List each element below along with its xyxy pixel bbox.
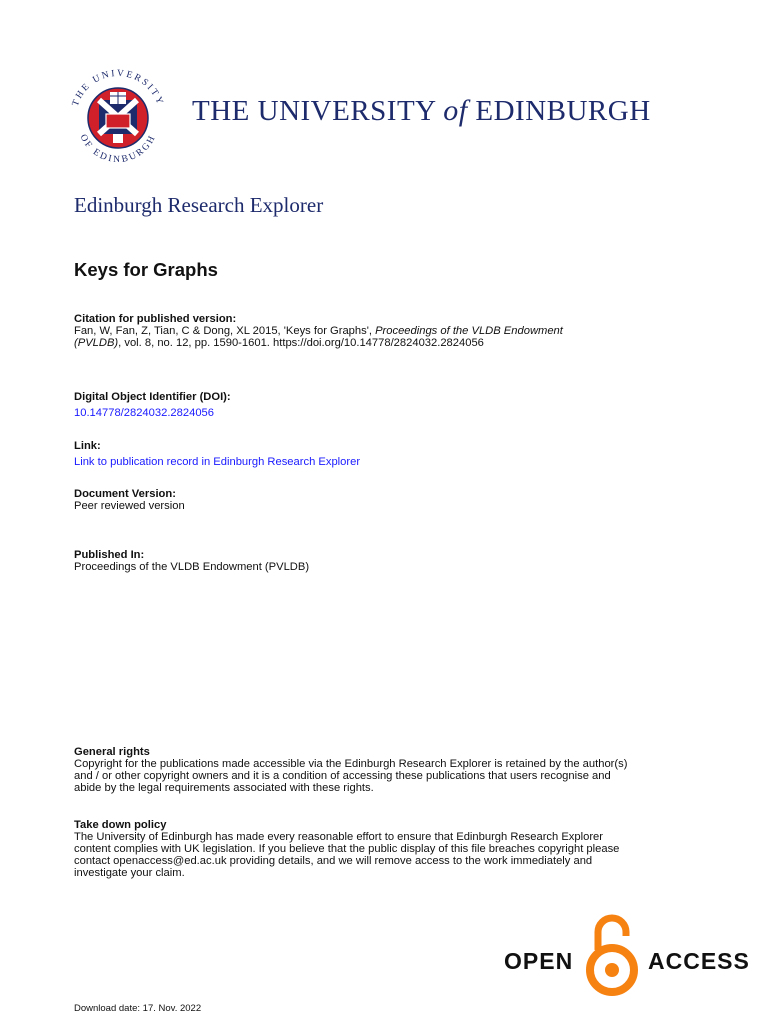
doi-link[interactable]: 10.14778/2824032.2824056 bbox=[74, 407, 214, 419]
published-in-value: Proceedings of the VLDB Endowment (PVLDB) bbox=[74, 561, 310, 573]
open-access-lock-icon bbox=[584, 912, 640, 996]
general-rights-line: Copyright for the publications made accessible via the Edinburgh Research Explorer is retained by the author(s) bbox=[74, 758, 628, 770]
citation-details: , vol. 8, no. 12, pp. 1590-1601. https://doi.org/10.14778/2824032.2824056 bbox=[118, 337, 484, 349]
doi-section bbox=[74, 391, 724, 421]
general-rights-line: abide by the legal requirements associated with these rights. bbox=[74, 782, 374, 794]
open-access-access-text: ACCESS bbox=[648, 948, 750, 974]
general-rights-section bbox=[74, 746, 724, 794]
repository-name: Edinburgh Research Explorer bbox=[74, 193, 324, 217]
published-in-label: Published In: bbox=[74, 549, 145, 561]
citation-section bbox=[74, 313, 724, 349]
takedown-line: contact openaccess@ed.ac.uk providing details, and we will remove access to the work immediately and bbox=[74, 855, 593, 867]
seal-text-top: THE UNIVERSITY bbox=[70, 68, 166, 108]
citation-label: Citation for published version: bbox=[74, 313, 237, 325]
document-version-value: Peer reviewed version bbox=[74, 500, 185, 512]
link-label: Link: bbox=[74, 440, 101, 452]
download-date: Download date: 17. Nov. 2022 bbox=[74, 1003, 202, 1014]
open-access-open-text: OPEN bbox=[504, 948, 574, 974]
wordmark-of: of bbox=[443, 94, 468, 127]
published-in-section bbox=[74, 549, 724, 573]
general-rights-line: and / or other copyright owners and it is a condition of accessing these publications that users recognise and bbox=[74, 770, 611, 782]
document-version-label: Document Version: bbox=[74, 488, 176, 500]
university-wordmark bbox=[192, 94, 651, 128]
link-section bbox=[74, 440, 724, 470]
seal-text-bottom: OF EDINBURGH bbox=[77, 132, 159, 166]
takedown-label: Take down policy bbox=[74, 819, 167, 831]
citation-authors: Fan, W, Fan, Z, Tian, C & Dong, XL 2015, 'Keys for Graphs', bbox=[74, 325, 376, 337]
university-seal-logo bbox=[66, 66, 170, 170]
takedown-line: The University of Edinburgh has made every reasonable effort to ensure that Edinburgh Research Explorer bbox=[74, 831, 604, 843]
document-version-section bbox=[74, 488, 724, 512]
citation-journal-line1: Proceedings of the VLDB Endowment bbox=[375, 325, 563, 337]
document-title: Keys for Graphs bbox=[74, 259, 218, 280]
general-rights-label: General rights bbox=[74, 746, 150, 758]
takedown-line: investigate your claim. bbox=[74, 867, 185, 879]
takedown-section bbox=[74, 819, 724, 879]
doi-label: Digital Object Identifier (DOI): bbox=[74, 391, 231, 403]
takedown-line: content complies with UK legislation. If you believe that the public display of this file breaches copyright please bbox=[74, 843, 620, 855]
wordmark-part-1: THE UNIVERSITY bbox=[192, 95, 444, 127]
wordmark-part-2: EDINBURGH bbox=[467, 95, 651, 127]
citation-journal-line2: (PVLDB) bbox=[74, 337, 119, 349]
publication-record-link[interactable]: Link to publication record in Edinburgh Research Explorer bbox=[74, 456, 361, 468]
citation-text bbox=[74, 325, 724, 349]
